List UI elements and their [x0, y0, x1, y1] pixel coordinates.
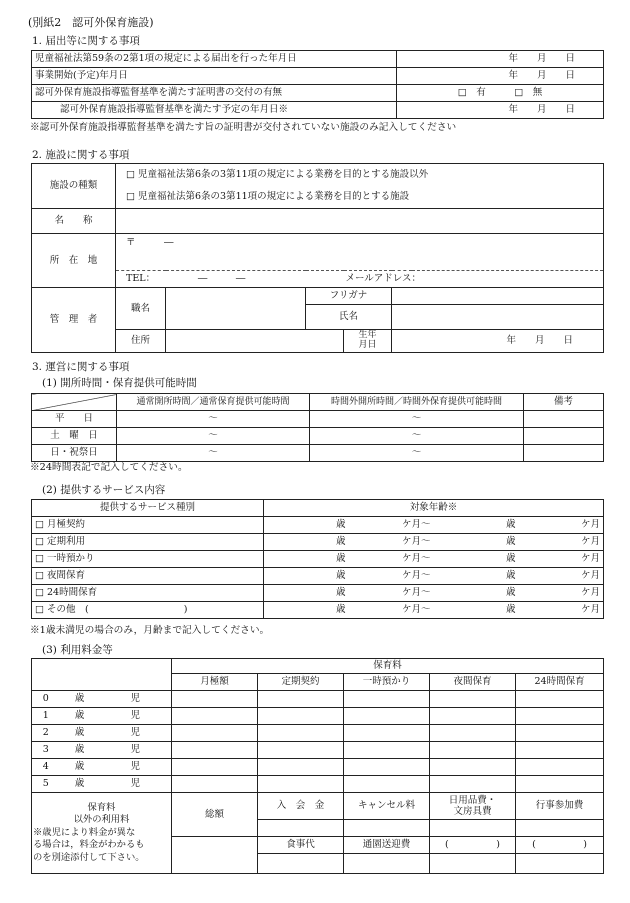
age-months-to[interactable]: ケ月 — [519, 551, 604, 568]
meal-fee-field[interactable] — [258, 854, 344, 874]
address-label: 所 在 地 — [32, 234, 116, 288]
services-table — [31, 499, 604, 619]
age-years-to[interactable]: 歳 — [434, 602, 519, 619]
day-label: 平 日 — [32, 411, 117, 428]
tel-field[interactable]: TEL： ― ― — [116, 271, 344, 288]
time-field[interactable]: ～ — [117, 445, 310, 462]
daily-goods-field[interactable] — [430, 820, 516, 837]
table-row — [32, 708, 604, 725]
age-years-from[interactable]: 歳 — [264, 551, 349, 568]
fee-field[interactable] — [344, 708, 430, 725]
table-row — [32, 411, 604, 428]
fee-field[interactable] — [172, 691, 258, 708]
age-months-from[interactable]: ケ月～ — [349, 551, 434, 568]
age-number: 2 — [32, 725, 60, 742]
row-label: 児童福祉法第59条の2第1項の規定による届出を行った年月日 — [32, 51, 397, 68]
table-row — [32, 742, 604, 759]
age-unit: 歳 — [60, 725, 100, 742]
service-checkbox[interactable]: □ 24時間保育 — [32, 585, 264, 602]
fee-header: 24時間保育 — [516, 674, 604, 691]
table-row — [32, 534, 604, 551]
table-row — [32, 51, 604, 68]
custom-fee-field-1[interactable] — [430, 854, 516, 874]
age-months-from[interactable]: ケ月～ — [349, 602, 434, 619]
service-checkbox[interactable]: □ 一時預かり — [32, 551, 264, 568]
facility-kind-option-1[interactable]: □ 児童福祉法第6条の3第11項の規定による業務を目的とする施設以外 — [116, 164, 604, 187]
age-suffix: 児 — [100, 776, 172, 793]
fee-field[interactable] — [516, 725, 604, 742]
notes-field[interactable] — [524, 445, 604, 462]
fee-field[interactable] — [344, 691, 430, 708]
age-months-to[interactable]: ケ月 — [519, 517, 604, 534]
time-field[interactable]: ～ — [310, 411, 524, 428]
fee-field[interactable] — [516, 742, 604, 759]
age-years-from[interactable]: 歳 — [264, 585, 349, 602]
age-years-from[interactable]: 歳 — [264, 517, 349, 534]
fee-field[interactable] — [516, 759, 604, 776]
fee-field[interactable] — [258, 776, 344, 793]
row-label: 事業開始(予定)年月日 — [32, 68, 397, 85]
age-suffix: 児 — [100, 708, 172, 725]
age-months-from[interactable]: ケ月～ — [349, 517, 434, 534]
service-checkbox[interactable]: □ 定期利用 — [32, 534, 264, 551]
fee-field[interactable] — [344, 776, 430, 793]
fee-field[interactable] — [172, 708, 258, 725]
table-row — [32, 585, 604, 602]
fee-field[interactable] — [516, 776, 604, 793]
table-row — [32, 68, 604, 85]
row-label: 認可外保育施設指導監督基準を満たす予定の年月日※ — [32, 102, 397, 119]
fees-table — [31, 658, 604, 874]
notes-field[interactable] — [524, 411, 604, 428]
fee-field[interactable] — [258, 708, 344, 725]
age-years-from[interactable]: 歳 — [264, 534, 349, 551]
manager-label: 管 理 者 — [32, 288, 116, 353]
age-years-to[interactable]: 歳 — [434, 551, 519, 568]
custom-fee-label-2[interactable]: ( ) — [516, 837, 604, 854]
start-date-field[interactable]: 年 月 日 — [397, 68, 604, 85]
other-fees-label-line: る場合は，料金がわかるも — [33, 839, 145, 851]
facility-kind-label: 施設の種類 — [32, 164, 116, 209]
hours-header: 時間外開所時間／時間外保育提供可能時間 — [310, 394, 524, 411]
age-years-to[interactable]: 歳 — [434, 534, 519, 551]
form-id: (別紙2 認可外保育施設) — [28, 16, 154, 29]
age-number: 1 — [32, 708, 60, 725]
job-title-field[interactable] — [166, 288, 306, 330]
cancel-fee-field[interactable] — [344, 820, 430, 837]
age-suffix: 児 — [100, 759, 172, 776]
service-checkbox[interactable]: □ 夜間保育 — [32, 568, 264, 585]
custom-fee-label-1[interactable]: ( ) — [430, 837, 516, 854]
section-3-title: 3. 運営に関する事項 — [32, 361, 130, 373]
fee-field[interactable] — [172, 725, 258, 742]
other-fees-label-line: ※歳児により料金が異な — [33, 826, 136, 838]
date-field[interactable]: 年 月 日 — [397, 51, 604, 68]
age-months-to[interactable]: ケ月 — [519, 568, 604, 585]
age-months-to[interactable]: ケ月 — [519, 585, 604, 602]
notification-table — [31, 50, 604, 119]
section-1-note: ※認可外保育施設指導監督基準を満たす旨の証明書が交付されていない施設のみ記入してください — [30, 122, 457, 133]
time-field[interactable]: ～ — [310, 428, 524, 445]
fee-field[interactable] — [172, 759, 258, 776]
hours-table — [31, 393, 604, 462]
age-months-to[interactable]: ケ月 — [519, 534, 604, 551]
daily-goods-line2: 文房具費 — [453, 806, 492, 817]
fee-header: 定期契約 — [258, 674, 344, 691]
bus-fee-label: 通園送迎費 — [344, 837, 430, 854]
fees-corner — [32, 659, 172, 691]
time-field[interactable]: ～ — [117, 411, 310, 428]
table-row — [32, 445, 604, 462]
table-row — [32, 776, 604, 793]
fee-field[interactable] — [430, 725, 516, 742]
job-title-label: 職名 — [116, 288, 166, 330]
facility-table — [31, 163, 604, 353]
age-years-from[interactable]: 歳 — [264, 568, 349, 585]
fee-field[interactable] — [430, 759, 516, 776]
time-field[interactable]: ～ — [117, 428, 310, 445]
daily-goods-line1: 日用品費・ — [448, 794, 497, 806]
fee-field[interactable] — [516, 708, 604, 725]
birthdate-field[interactable]: 年 月 日 — [392, 330, 604, 353]
fee-field[interactable] — [258, 742, 344, 759]
service-type-header: 提供するサービス種別 — [32, 500, 264, 517]
table-row — [32, 551, 604, 568]
other-fees-label-line: のを別途添付して下さい。 — [33, 851, 145, 863]
table-row — [32, 759, 604, 776]
fee-header: 月極額 — [172, 674, 258, 691]
section-2-title: 2. 施設に関する事項 — [32, 149, 130, 161]
total-field[interactable] — [172, 837, 258, 874]
custom-fee-field-2[interactable] — [516, 854, 604, 874]
day-label: 日・祝祭日 — [32, 445, 117, 462]
age-number: 3 — [32, 742, 60, 759]
day-label: 土 曜 日 — [32, 428, 117, 445]
hours-header: 備考 — [524, 394, 604, 411]
age-number: 0 — [32, 691, 60, 708]
service-checkbox[interactable]: □ 月極契約 — [32, 517, 264, 534]
age-unit: 歳 — [60, 776, 100, 793]
total-label: 総額 — [172, 793, 258, 837]
facility-kind-option-2[interactable]: □ 児童福祉法第6条の3第11項の規定による業務を目的とする施設 — [116, 186, 604, 209]
fee-field[interactable] — [172, 742, 258, 759]
facility-name-label: 名 称 — [32, 209, 116, 234]
fee-field[interactable] — [258, 725, 344, 742]
planned-date-field[interactable]: 年 月 日 — [397, 102, 604, 119]
age-years-to[interactable]: 歳 — [434, 517, 519, 534]
person-name-field[interactable] — [392, 305, 604, 330]
fee-header: 夜間保育 — [430, 674, 516, 691]
age-years-to[interactable]: 歳 — [434, 568, 519, 585]
table-row — [32, 428, 604, 445]
fee-field[interactable] — [430, 776, 516, 793]
fee-field[interactable] — [258, 691, 344, 708]
row-label: 認可外保育施設指導監督基準を満たす証明書の交付の有無 — [32, 85, 397, 102]
corner-cell — [32, 394, 117, 411]
entry-fee-label: 入 会 金 — [258, 793, 344, 820]
age-number: 4 — [32, 759, 60, 776]
cancel-fee-label: キャンセル料 — [344, 793, 430, 820]
person-name-label: 氏名 — [306, 305, 392, 330]
facility-name-field[interactable] — [116, 209, 604, 234]
table-row — [32, 725, 604, 742]
birthdate-label — [344, 330, 392, 353]
age-unit: 歳 — [60, 742, 100, 759]
age-months-to[interactable]: ケ月 — [519, 602, 604, 619]
daily-goods-label — [430, 793, 516, 820]
age-months-from[interactable]: ケ月～ — [349, 534, 434, 551]
notes-field[interactable] — [524, 428, 604, 445]
age-unit: 歳 — [60, 759, 100, 776]
fee-field[interactable] — [344, 725, 430, 742]
hours-header: 通常開所時間／通常保育提供可能時間 — [117, 394, 310, 411]
fees-title: (3) 利用料金等 — [42, 644, 113, 656]
age-months-from[interactable]: ケ月～ — [349, 568, 434, 585]
services-note: ※1歳未満児の場合のみ，月齢まで記入してください。 — [30, 625, 270, 636]
birthdate-label-line2: 月日 — [358, 340, 377, 350]
email-field[interactable]: メールアドレス： — [344, 271, 604, 288]
birthdate-label-line1: 生年 — [358, 330, 377, 341]
furigana-field[interactable] — [392, 288, 604, 305]
other-fees-label-line: 保育料 — [87, 801, 116, 813]
bus-fee-field[interactable] — [344, 854, 430, 874]
age-months-from[interactable]: ケ月～ — [349, 585, 434, 602]
fee-field[interactable] — [430, 742, 516, 759]
fee-header: 一時預かり — [344, 674, 430, 691]
fee-group-header: 保育料 — [172, 659, 604, 674]
fee-field[interactable] — [344, 742, 430, 759]
event-fee-field[interactable] — [516, 820, 604, 837]
furigana-label: フリガナ — [306, 288, 392, 305]
table-row — [32, 691, 604, 708]
entry-fee-field[interactable] — [258, 820, 344, 837]
manager-address-field[interactable] — [166, 330, 344, 353]
age-number: 5 — [32, 776, 60, 793]
hours-note: ※24時間表記で記入してください。 — [30, 462, 188, 473]
hours-title: (1) 開所時間・保育提供可能時間 — [42, 377, 197, 389]
other-fees-label — [32, 793, 172, 874]
fee-field[interactable] — [172, 776, 258, 793]
fee-field[interactable] — [516, 691, 604, 708]
age-suffix: 児 — [100, 742, 172, 759]
services-title: (2) 提供するサービス内容 — [42, 484, 166, 496]
certificate-checkbox-group[interactable]: □ 有 □ 無 — [397, 85, 604, 102]
address-label-manager: 住所 — [116, 330, 166, 353]
age-unit: 歳 — [60, 691, 100, 708]
table-row — [32, 102, 604, 119]
age-years-from[interactable]: 歳 — [264, 602, 349, 619]
other-fees-label-line: 以外の利用料 — [73, 814, 130, 826]
time-field[interactable]: ～ — [310, 445, 524, 462]
table-row — [32, 85, 604, 102]
fee-field[interactable] — [258, 759, 344, 776]
event-fee-label: 行事参加費 — [516, 793, 604, 820]
meal-fee-label: 食事代 — [258, 837, 344, 854]
table-row — [32, 517, 604, 534]
age-suffix: 児 — [100, 725, 172, 742]
target-age-header: 対象年齢※ — [264, 500, 604, 517]
age-unit: 歳 — [60, 708, 100, 725]
service-checkbox[interactable]: □ その他 ( ) — [32, 602, 264, 619]
table-row — [32, 602, 604, 619]
section-1-title: 1. 届出等に関する事項 — [32, 35, 140, 47]
age-years-to[interactable]: 歳 — [434, 585, 519, 602]
fee-field[interactable] — [430, 691, 516, 708]
table-row — [32, 568, 604, 585]
age-suffix: 児 — [100, 691, 172, 708]
fee-field[interactable] — [430, 708, 516, 725]
postal-code-field[interactable]: 〒 ― — [116, 234, 604, 271]
fee-field[interactable] — [344, 759, 430, 776]
